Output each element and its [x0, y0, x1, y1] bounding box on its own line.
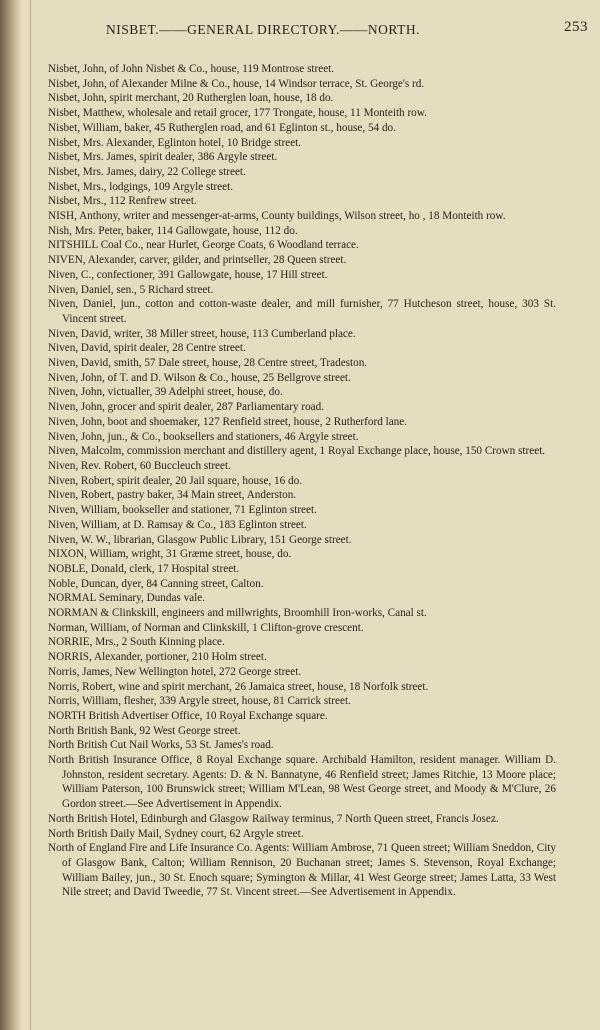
directory-entry: Niven, Malcolm, commission merchant and distillery agent, 1 Royal Exchange place, house, 150 Crown street.	[48, 445, 546, 458]
directory-entry: Nisbet, Mrs. James, spirit dealer, 386 Argyle street.	[48, 151, 278, 164]
directory-entry: Niven, John, of T. and D. Wilson & Co., house, 25 Bellgrove street.	[48, 371, 351, 384]
directory-entry: Niven, John, grocer and spirit dealer, 287 Parliamentary road.	[48, 401, 325, 414]
directory-entries	[48, 62, 568, 900]
directory-entry: Niven, Rev. Robert, 60 Buccleuch street.	[48, 459, 231, 472]
directory-entry: Niven, David, writer, 38 Miller street, house, 113 Cumberland place.	[48, 327, 356, 340]
directory-entry: Niven, John, boot and shoemaker, 127 Renfield street, house, 2 Rutherford lane.	[48, 415, 408, 428]
directory-entry: NORRIS, Alexander, portioner, 210 Holm street.	[48, 651, 267, 664]
directory-entry: Norris, James, New Wellington hotel, 272 George street.	[48, 665, 302, 678]
directory-entry: Niven, David, smith, 57 Dale street, house, 28 Centre street, Tradeston.	[48, 357, 368, 370]
directory-entry: Norris, Robert, wine and spirit merchant, 26 Jamaica street, house, 18 Norfolk street.	[48, 680, 429, 693]
directory-entry: Norris, William, flesher, 339 Argyle street, house, 81 Carrick street.	[48, 695, 351, 708]
directory-entry: Noble, Duncan, dyer, 84 Canning street, Calton.	[48, 577, 264, 590]
directory-entry: Niven, John, jun., & Co., booksellers and stationers, 46 Argyle street.	[48, 430, 359, 443]
directory-entry: Niven, John, victualler, 39 Adelphi street, house, do.	[48, 386, 283, 399]
directory-entry: Niven, W. W., librarian, Glasgow Public Library, 151 George street.	[48, 533, 352, 546]
directory-entry: Niven, Daniel, sen., 5 Richard street.	[48, 283, 214, 296]
directory-entry: Nisbet, Matthew, wholesale and retail grocer, 177 Trongate, house, 11 Monteith row.	[48, 107, 427, 120]
directory-entry: Nish, Mrs. Peter, baker, 114 Gallowgate, house, 112 do.	[48, 224, 298, 237]
directory-entry: NORMAN & Clinkskill, engineers and millwrights, Broomhill Iron-works, Canal st.	[48, 607, 427, 620]
directory-entry: Nisbet, Mrs. James, dairy, 22 College street.	[48, 165, 246, 178]
directory-entry: NOBLE, Donald, clerk, 17 Hospital street.	[48, 562, 240, 575]
directory-entry: North British Daily Mail, Sydney court, 62 Argyle street.	[48, 827, 304, 840]
running-head: NISBET.——GENERAL DIRECTORY.——NORTH.	[106, 22, 420, 37]
directory-entry: Nisbet, Mrs., 112 Renfrew street.	[48, 195, 197, 208]
directory-entry: North of England Fire and Life Insurance Co. Agents: William Ambrose, 71 Queen street; William Sneddon, City of Glasgow Bank, Calton; William Rennison, 20 Buchanan street; James S. Stevenson, Royal Exchange; William Bailey, jun., 30 St. Enoch square; Symington & Millar, 41 West George street; James Latta, 33 West Nile street; and David Tweedie, 77 St. Vincent street.—See Advertisement in Appendix.	[48, 842, 556, 899]
directory-entry: Niven, Robert, spirit dealer, 20 Jail square, house, 16 do.	[48, 474, 303, 487]
directory-entry: NIVEN, Alexander, carver, gilder, and printseller, 28 Queen street.	[48, 254, 347, 267]
directory-entry: Nisbet, William, baker, 45 Rutherglen road, and 61 Eglinton st., house, 54 do.	[48, 121, 396, 134]
directory-entry: NIXON, William, wright, 31 Græme street, house, do.	[48, 548, 292, 561]
directory-entry: Niven, William, bookseller and stationer, 71 Eglinton street.	[48, 504, 317, 517]
directory-entry: North British Bank, 92 West George street.	[48, 724, 241, 737]
directory-entry: Niven, C., confectioner, 391 Gallowgate, house, 17 Hill street.	[48, 268, 328, 281]
page-gutter-line	[30, 0, 31, 1030]
book-spine-shadow	[0, 0, 22, 1030]
page-number: 253	[564, 19, 588, 35]
directory-entry: Niven, David, spirit dealer, 28 Centre street.	[48, 342, 246, 355]
directory-entry: North British Hotel, Edinburgh and Glasgow Railway terminus, 7 North Queen street, Francis Josez.	[48, 812, 499, 825]
directory-entry: NITSHILL Coal Co., near Hurlet, George Coats, 6 Woodland terrace.	[48, 239, 359, 252]
directory-entry: NORRIE, Mrs., 2 South Kinning place.	[48, 636, 225, 649]
directory-entry: Niven, William, at D. Ramsay & Co., 183 Eglinton street.	[48, 518, 307, 531]
directory-entry: NORMAL Seminary, Dundas vale.	[48, 592, 206, 605]
directory-entry: North British Cut Nail Works, 53 St. James's road.	[48, 739, 274, 752]
directory-entry: Nisbet, Mrs. Alexander, Eglinton hotel, 10 Bridge street.	[48, 136, 302, 149]
directory-entry: Nisbet, John, of Alexander Milne & Co., house, 14 Windsor terrace, St. George's rd.	[48, 77, 425, 90]
directory-entry: NORTH British Advertiser Office, 10 Royal Exchange square.	[48, 709, 328, 722]
directory-entry: Niven, Daniel, jun., cotton and cotton-waste dealer, and mill furnisher, 77 Hutcheson street, house, 303 St. Vincent street.	[48, 298, 556, 325]
directory-entry: NISH, Anthony, writer and messenger-at-arms, County buildings, Wilson street, ho , 18 Monteith row.	[48, 210, 506, 223]
directory-entry: Nisbet, Mrs., lodgings, 109 Argyle street.	[48, 180, 233, 193]
directory-page	[48, 14, 588, 899]
directory-entry: Nisbet, John, spirit merchant, 20 Rutherglen loan, house, 18 do.	[48, 92, 334, 105]
page-header	[48, 14, 588, 40]
directory-entry: Nisbet, John, of John Nisbet & Co., house, 119 Montrose street.	[48, 63, 335, 75]
directory-entry: Niven, Robert, pastry baker, 34 Main street, Anderston.	[48, 489, 297, 502]
directory-entry: North British Insurance Office, 8 Royal Exchange square. Archibald Hamilton, resident manager. William D. Johnston, resident secretary. Agents: D. & N. Bannatyne, 46 Renfield street; James Ritchie, 13 Moore place; William Paterson, 100 Brunswick street; William M'Lean, 98 West George street, and Moody & M'Clure, 26 Gordon street.—See Advertisement in Appendix.	[48, 754, 556, 811]
directory-entry: Norman, William, of Norman and Clinkskill, 1 Clifton-grove crescent.	[48, 621, 364, 634]
